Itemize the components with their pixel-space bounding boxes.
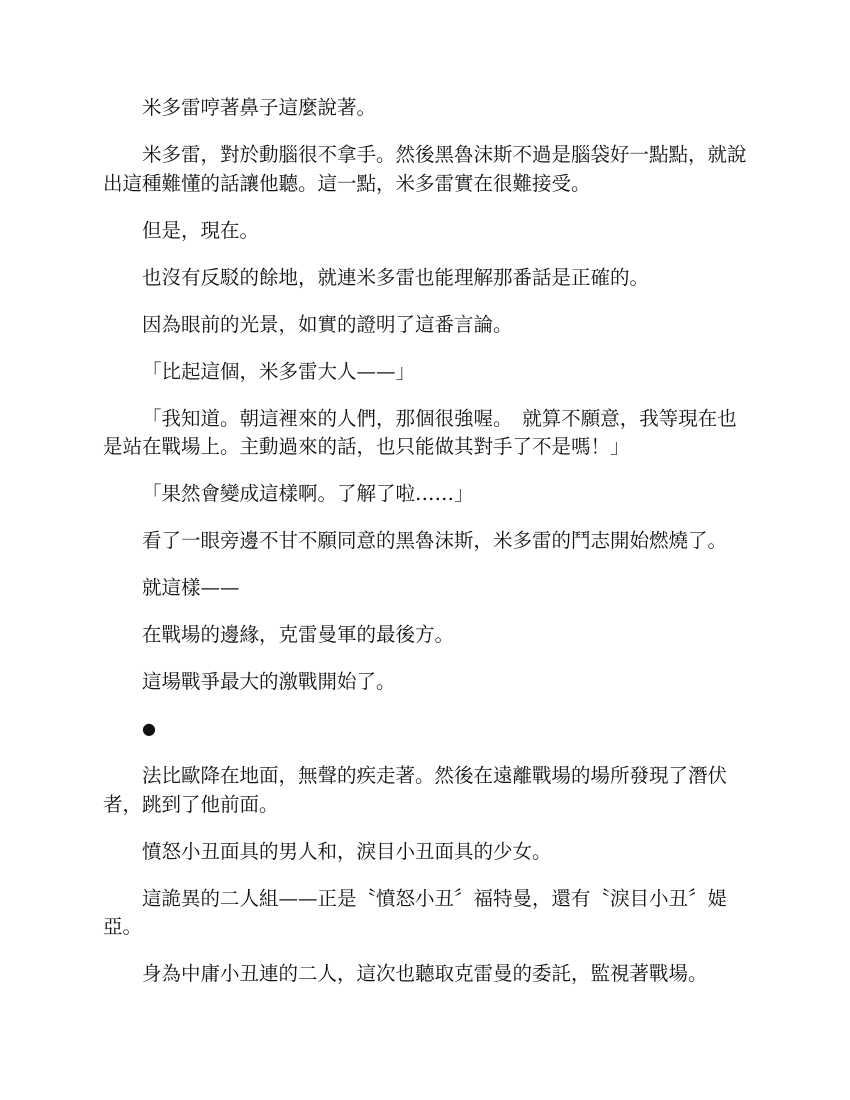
paragraph: 「果然會變成這樣啊。了解了啦……」 — [142, 482, 474, 505]
paragraph: 米多雷哼著鼻子這麼說著。 — [142, 96, 377, 119]
document-page — [103, 94, 753, 1007]
paragraph: 因為眼前的光景，如實的證明了這番言論。 — [142, 312, 513, 336]
paragraph: 這場戰爭最大的激戰開始了。 — [142, 670, 396, 693]
paragraph: 但是，現在。 — [142, 218, 260, 242]
paragraph: 看了一眼旁邊不甘不願同意的黑魯沫斯，米多雷的鬥志開始燃燒了。 — [142, 529, 728, 552]
paragraph: 法比歐降在地面，無聲的疾走著。然後在遠離戰場的場所發現了潛伏者，跳到了他前面。 — [103, 764, 728, 816]
paragraph: 米多雷，對於動腦很不拿手。然後黑魯沫斯不過是腦袋好一點點，就說出這種難懂的話讓他聽。這一點，米多雷實在很難接受。 — [103, 143, 747, 195]
paragraph: 在戰場的邊緣，克雷曼軍的最後方。 — [142, 623, 455, 646]
paragraph: 也沒有反駁的餘地，就連米多雷也能理解那番話是正確的。 — [142, 265, 650, 289]
paragraph: 這詭異的二人組——正是〝憤怒小丑〞福特曼，還有〝淚目小丑〞媞亞。 — [103, 886, 728, 938]
paragraph: 就這樣—— — [142, 576, 240, 599]
paragraph: 身為中庸小丑連的二人，這次也聽取克雷曼的委託，監視著戰場。 — [142, 962, 708, 985]
paragraph: 「比起這個，米多雷大人——」 — [142, 359, 416, 383]
paragraph: 「我知道。朝這裡來的人們，那個很強喔。 就算不願意，我等現在也是站在戰場上。主動過來的話，也只能做其對手了不是嗎！」 — [103, 406, 737, 458]
section-break-bullet: ● — [142, 719, 156, 738]
paragraph: 憤怒小丑面具的男人和，淚目小丑面具的少女。 — [142, 839, 552, 863]
